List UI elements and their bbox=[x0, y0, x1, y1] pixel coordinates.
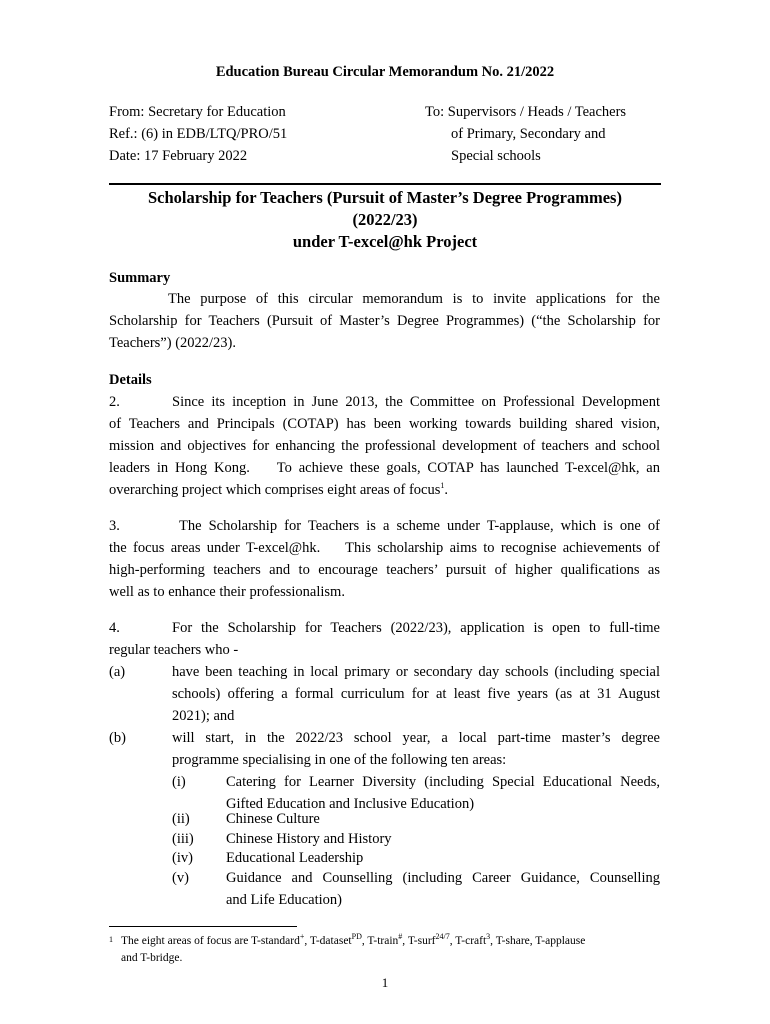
paragraph-3 bbox=[109, 515, 660, 603]
footnote-line-1 bbox=[109, 933, 660, 950]
from-line: From: Secretary for Education bbox=[109, 104, 286, 120]
para-3-line-1: The Scholarship for Teachers is a scheme under T-applause, which is one of bbox=[179, 518, 660, 534]
area-line-1: Catering for Learner Diversity (including Special Educational Needs, bbox=[226, 774, 660, 790]
summary-paragraph bbox=[109, 288, 660, 354]
paragraph-4 bbox=[109, 617, 660, 661]
to-block bbox=[425, 101, 626, 167]
circular-heading: Education Bureau Circular Memorandum No. 21/2022 bbox=[215, 64, 555, 80]
footnote-text: , T-dataset bbox=[304, 935, 352, 947]
item-b bbox=[172, 727, 660, 771]
footnote-text: , T-surf bbox=[402, 935, 436, 947]
area-number: (iii) bbox=[172, 831, 194, 847]
to-line-2: of Primary, Secondary and bbox=[451, 126, 606, 142]
area-item bbox=[226, 867, 660, 911]
page-number: 1 bbox=[381, 975, 389, 990]
item-a bbox=[172, 661, 660, 727]
summary-heading: Summary bbox=[109, 270, 171, 286]
footnote-line-2: and T-bridge. bbox=[121, 952, 183, 964]
summary-line-3: Teachers”) (2022/23). bbox=[109, 335, 237, 351]
item-b-line-1: will start, in the 2022/23 school year, a local part-time master’s degree bbox=[172, 730, 660, 746]
date-line: Date: 17 February 2022 bbox=[109, 148, 248, 164]
area-number: (iv) bbox=[172, 850, 193, 866]
summary-line-2: Scholarship for Teachers (Pursuit of Master’s Degree Programmes) (“the Scholarship for bbox=[109, 313, 660, 329]
footnote-sup: 24/7 bbox=[435, 932, 450, 942]
item-a-line-1: have been teaching in local primary or secondary day schools (including special bbox=[172, 664, 660, 680]
title-line-2: (2022/23) bbox=[352, 210, 418, 229]
details-heading: Details bbox=[109, 372, 152, 388]
header-divider bbox=[109, 183, 661, 185]
footnote-text: , T-share, T-applause bbox=[490, 935, 586, 947]
item-a-line-3: 2021); and bbox=[172, 708, 235, 724]
item-a-label: (a) bbox=[109, 664, 126, 680]
footnote-sup: PD bbox=[351, 932, 362, 942]
area-line-1: Educational Leadership bbox=[226, 850, 364, 866]
para-3-line-2: the focus areas under T-excel@hk. This scholarship aims to recognise achievements of bbox=[109, 540, 660, 556]
area-number: (ii) bbox=[172, 811, 190, 827]
para-3-line-3: high-performing teachers and to encourage teachers’ pursuit of higher qualifications as bbox=[109, 562, 660, 578]
area-line-1: Chinese History and History bbox=[226, 831, 392, 847]
document-title bbox=[109, 187, 661, 253]
area-number: (i) bbox=[172, 774, 186, 790]
to-line-3: Special schools bbox=[451, 148, 541, 164]
area-line-1: Chinese Culture bbox=[226, 811, 320, 827]
footnote-divider bbox=[109, 926, 297, 927]
para-3-line-4: well as to enhance their professionalism. bbox=[109, 584, 345, 600]
para-2-line-3: mission and objectives for enhancing the professional development of teachers and school bbox=[109, 438, 660, 454]
para-3-number: 3. bbox=[109, 518, 120, 534]
footnote-sup: 3 bbox=[486, 932, 491, 942]
footnote-sup: + bbox=[299, 932, 305, 942]
summary-line-1: The purpose of this circular memorandum is to invite applications for the bbox=[168, 291, 660, 307]
para-2-line-5-text: overarching project which comprises eight areas of focus bbox=[109, 482, 441, 498]
footnote bbox=[109, 933, 660, 967]
para-4-number: 4. bbox=[109, 620, 120, 636]
area-line-2: and Life Education) bbox=[226, 892, 342, 908]
para-4-line-2: regular teachers who - bbox=[109, 642, 239, 658]
footnote-text: , T-craft bbox=[449, 935, 487, 947]
area-number: (v) bbox=[172, 870, 189, 886]
para-2-line-5-end: . bbox=[444, 482, 448, 498]
footnote-text: The eight areas of focus are T-standard bbox=[121, 935, 300, 947]
para-2-line-2: of Teachers and Principals (COTAP) has been working towards building shared vision, bbox=[109, 416, 660, 432]
item-b-label: (b) bbox=[109, 730, 126, 746]
to-line-1: To: Supervisors / Heads / Teachers bbox=[425, 104, 627, 120]
para-4-line-1: For the Scholarship for Teachers (2022/23), application is open to full-time bbox=[172, 620, 660, 636]
item-a-line-2: schools) offering a formal curriculum for at least five years (as at 31 August bbox=[172, 686, 660, 702]
footnote-number: 1 bbox=[109, 935, 113, 944]
footnote-text: , T-train bbox=[361, 935, 399, 947]
para-2-number: 2. bbox=[109, 394, 120, 410]
title-line-1: Scholarship for Teachers (Pursuit of Master’s Degree Programmes) bbox=[148, 188, 622, 207]
title-line-3: under T-excel@hk Project bbox=[292, 232, 478, 251]
ref-line: Ref.: (6) in EDB/LTQ/PRO/51 bbox=[109, 126, 288, 142]
paragraph-2 bbox=[109, 391, 660, 501]
area-line-2: Gifted Education and Inclusive Education) bbox=[226, 796, 475, 812]
para-2-line-1: Since its inception in June 2013, the Committee on Professional Development bbox=[172, 394, 660, 410]
area-line-1: Guidance and Counselling (including Career Guidance, Counselling bbox=[226, 870, 660, 886]
footnote-sup: # bbox=[398, 932, 403, 942]
para-2-line-5 bbox=[109, 479, 660, 501]
item-b-line-2: programme specialising in one of the following ten areas: bbox=[172, 752, 507, 768]
para-2-line-4: leaders in Hong Kong. To achieve these goals, COTAP has launched T-excel@hk, an bbox=[109, 460, 660, 476]
from-block bbox=[109, 101, 287, 167]
footnote-ref-1: 1 bbox=[440, 481, 445, 491]
